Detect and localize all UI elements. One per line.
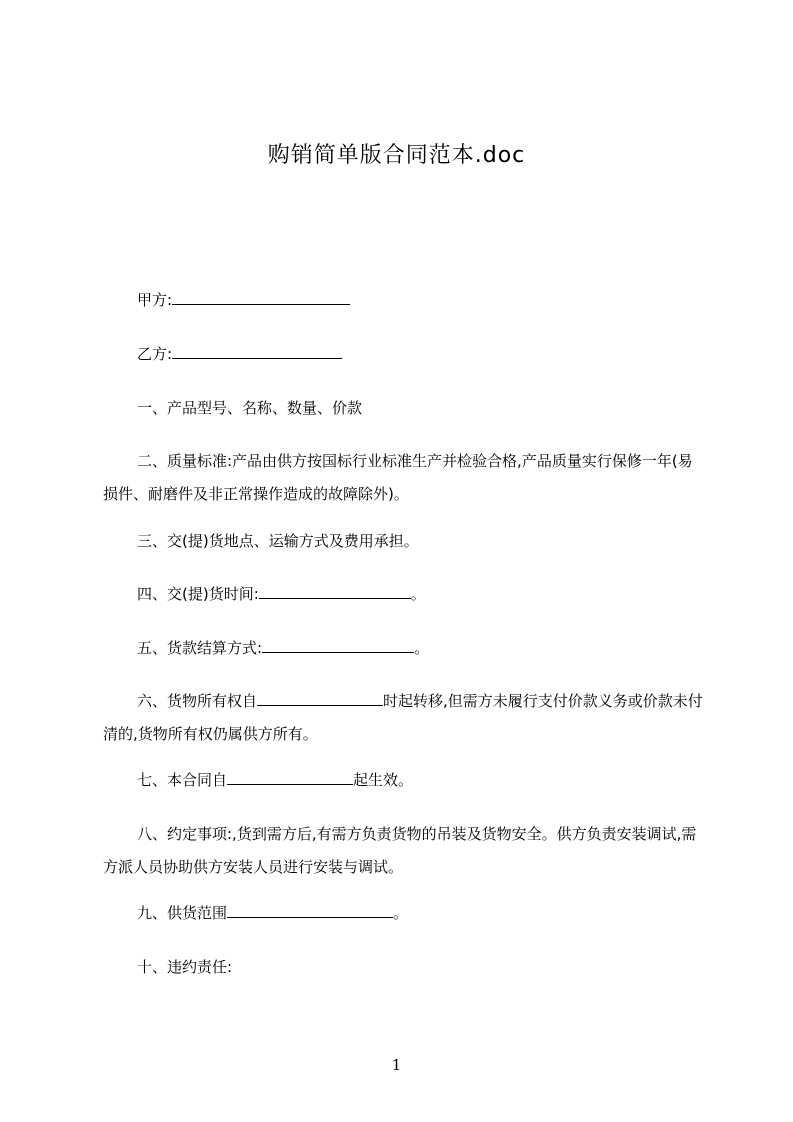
clause-7-blank [227, 768, 353, 785]
clause-6-start: 六、货物所有权自 [137, 692, 258, 710]
clause-3-text: 三、交(提)货地点、运输方式及费用承担。 [137, 532, 419, 550]
clause-4-label: 四、交(提)货时间: [137, 585, 259, 603]
clause-5 [103, 632, 703, 665]
page-number: 1 [391, 1056, 402, 1074]
clause-9-end: 。 [393, 904, 409, 922]
clause-7-start: 七、本合同自 [137, 771, 228, 789]
party-b-line [103, 338, 703, 371]
clause-7 [103, 764, 703, 797]
clause-9-blank [227, 901, 393, 918]
clause-6 [103, 685, 703, 751]
clause-6-end: 时起转移,但需方未履行支付价款义务或价款未付清的,货物所有权仍属供方所有。 [103, 692, 703, 743]
clause-2 [103, 445, 703, 511]
clause-4-end: 。 [410, 585, 426, 603]
clause-4 [103, 578, 703, 611]
clause-6-blank [257, 689, 383, 706]
clause-5-label: 五、货款结算方式: [137, 639, 263, 657]
clause-9-label: 九、供货范围 [137, 904, 228, 922]
party-a-label: 甲方: [137, 291, 173, 309]
clause-1-text: 一、产品型号、名称、数量、价款 [137, 399, 363, 417]
clause-3 [103, 525, 703, 558]
clause-10-text: 十、违约责任: [137, 958, 233, 976]
party-a-blank [172, 288, 350, 305]
clause-10 [103, 951, 703, 984]
document-title: 购销简单版合同范本.doc [267, 143, 526, 168]
party-b-label: 乙方: [137, 345, 173, 363]
clause-8 [103, 818, 703, 884]
party-b-blank [172, 342, 342, 359]
clause-9 [103, 897, 703, 930]
party-a-line [103, 284, 703, 317]
clause-5-end: 。 [414, 639, 430, 657]
clause-8-text: 八、约定事项:,货到需方后,有需方负责货物的吊装及货物安全。供方负责安装调试,需方派人员协助供方安装人员进行安装与调试。 [103, 825, 697, 876]
clause-1 [103, 392, 703, 425]
clause-5-blank [262, 636, 414, 653]
clause-4-blank [259, 582, 411, 599]
clause-2-text: 二、质量标准:产品由供方按国标行业标准生产并检验合格,产品质量实行保修一年(易损件、耐磨件及非正常操作造成的故障除外)。 [103, 452, 693, 503]
clause-7-end: 起生效。 [353, 771, 414, 789]
